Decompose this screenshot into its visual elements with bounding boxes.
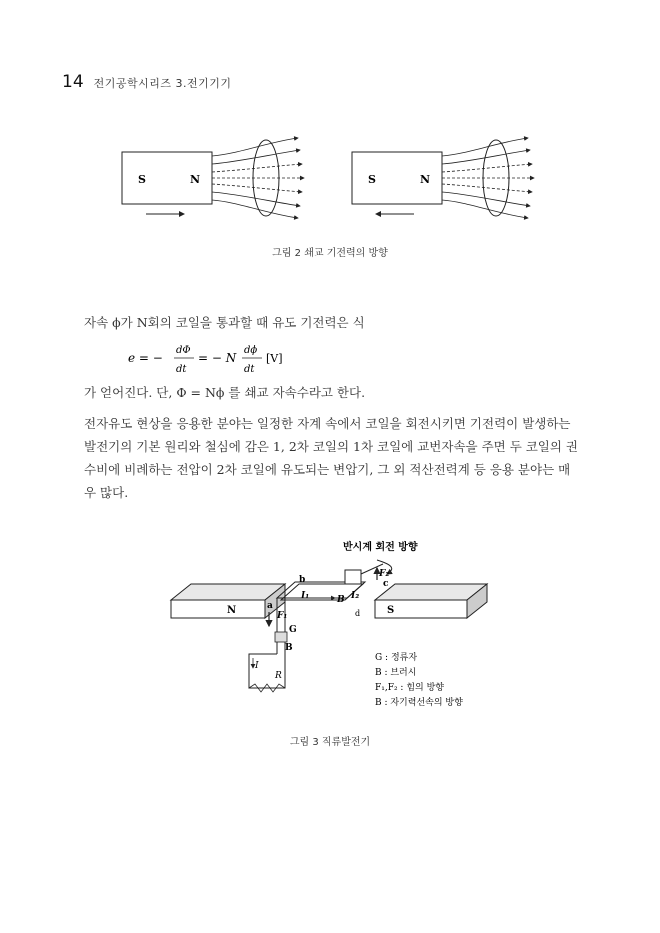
paragraph-linkage: 가 얻어진다. 단, Φ = Nϕ 를 쇄교 자속수라고 한다. [84,385,366,400]
page-number: 14 [62,72,84,92]
pole-s-block [375,584,487,618]
left-magnet-diagram [122,138,304,218]
label-c: c [383,579,389,589]
label-b: b [299,575,306,585]
eq-mid: = − N [198,351,237,365]
legend-item-force: F₁,F₂ : 힘의 방향 [375,683,444,693]
label-d: d [355,609,361,618]
figure-induced-emf-direction [108,128,563,228]
label-r: R [275,671,282,681]
eq-den2: dt [244,364,255,375]
label-brush: B [285,643,293,653]
label-b-vector: B [337,595,345,605]
label-i1: I₁ [301,591,310,601]
label-f2: F₂ [379,569,390,579]
label-i: I [255,661,259,671]
eq-lhs: e = − [128,351,163,365]
right-magnet-n: N [420,173,431,186]
running-title: 전기공학시리즈 3.전기기기 [93,77,232,90]
eq-unit: [V] [266,352,283,365]
legend-item-brush: B : 브러시 [375,668,417,678]
label-a: a [267,601,273,611]
legend-item-commutator: G : 정류자 [375,653,418,663]
page-header [62,72,232,92]
paragraph-flux-intro: 자속 ϕ가 N회의 코일을 통과할 때 유도 기전력은 식 [84,315,365,330]
pole-s-label: S [387,605,395,616]
eq-num2: dϕ [244,345,258,356]
figure-dc-generator [165,536,500,726]
paragraph-applications: 전자유도 현상을 응용한 분야는 일정한 자계 속에서 코일을 회전시키면 기전력이 발생하는 발전기의 기본 원리와 철심에 감은 1, 2차 코일의 1차 코일에 교번자속을 주면 두 코일의 권수비에 비례하는 전압이 2차 코일에 유도되는 변압기, 그 외 적산전력계 등 응용 분야는 매우 많다. [84,416,579,500]
legend-item-flux: B : 자기력선속의 방향 [375,698,463,708]
left-magnet-n: N [190,173,201,186]
left-magnet-s: S [138,173,146,186]
label-g: G [289,625,297,635]
pole-n-label: N [227,605,237,616]
eq-num1: dΦ [176,345,191,356]
right-magnet-diagram [352,138,534,218]
figure3-caption: 그림 3 직류발전기 [289,737,371,748]
label-f1: F₁ [277,611,288,621]
label-i2: I₂ [351,591,360,601]
figure2-caption: 그림 2 쇄교 기전력의 방향 [272,248,388,259]
emf-equation [128,340,388,380]
right-magnet-s: S [368,173,376,186]
rotation-label: 반시계 회전 방향 [343,542,418,553]
eq-den1: dt [176,364,187,375]
